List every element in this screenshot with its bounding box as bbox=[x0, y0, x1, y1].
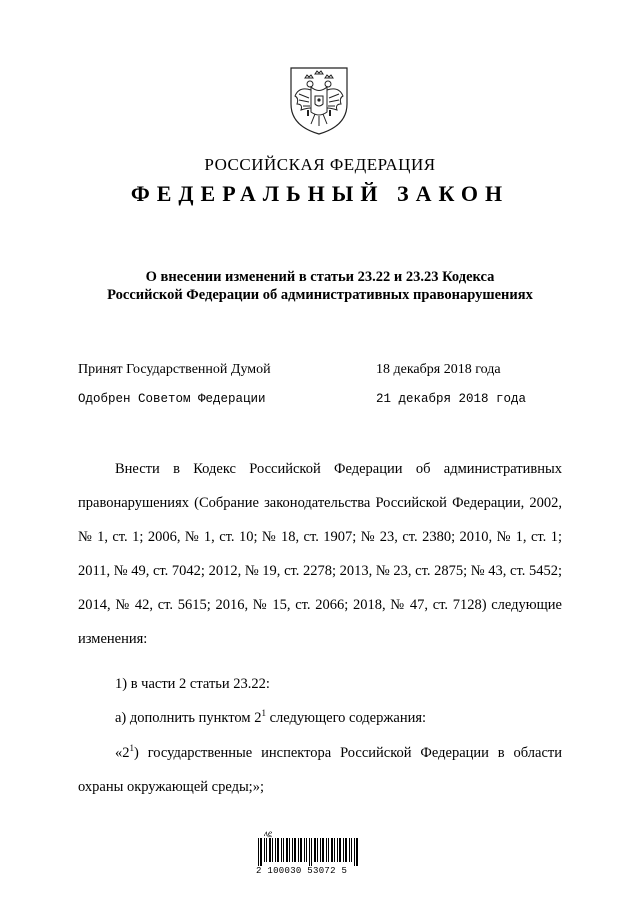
subject-line-1: О внесении изменений в статьи 23.22 и 23.23 Кодекса bbox=[145, 269, 495, 285]
amendment-item-a bbox=[115, 710, 562, 727]
council-approval-label: Одобрен Советом Федерации bbox=[78, 392, 266, 406]
coat-of-arms-emblem-icon bbox=[287, 64, 351, 136]
quoted-clause bbox=[78, 736, 562, 804]
item-a-prefix: а) дополнить пунктом 2 bbox=[115, 710, 262, 726]
quote-text: ) государственные инспектора Российской Федерации в области охраны окружающей среды;»; bbox=[78, 745, 562, 795]
intro-paragraph: Внести в Кодекс Российской Федерации об административных правонарушениях (Собрание законодательства Российской Федерации, 2002, № 1, ст. 1; 2006, № 1, ст. 10; № 18, ст. 1907; № 23, ст. 2380; 2010, № 1, ст. 1; 2011, № 49, ст. 7042; 2012, № 19, ст. 2278; 2013, № 23, ст. 2875; № 43, ст. 5452; 2014, № 42, ст. 5615; 2016, № 15, ст. 2066; 2018, № 47, ст. 7128) следующие изменения: bbox=[78, 461, 562, 647]
document-type-title: ФЕДЕРАЛЬНЫЙ ЗАКОН bbox=[130, 181, 510, 206]
barcode-signature-mark: ʌe̲ bbox=[264, 828, 272, 838]
barcode-bars-icon bbox=[256, 838, 366, 866]
duma-adoption-date: 18 декабря 2018 года bbox=[376, 362, 501, 377]
duma-adoption-label: Принят Государственной Думой bbox=[78, 362, 271, 377]
law-subject bbox=[0, 268, 640, 304]
amendment-item-1: 1) в части 2 статьи 23.22: bbox=[115, 676, 270, 692]
document-barcode bbox=[256, 828, 366, 880]
quote-prefix: «2 bbox=[115, 745, 130, 761]
council-approval-date: 21 декабря 2018 года bbox=[376, 392, 527, 406]
barcode-number: 2 100030 53072 5 bbox=[256, 866, 348, 876]
item-a-superscript: 1 bbox=[261, 708, 266, 718]
item-a-suffix: следующего содержания: bbox=[265, 710, 427, 726]
quote-superscript: 1 bbox=[129, 743, 134, 753]
subject-line-2: Российской Федерации об административных правонарушениях bbox=[107, 287, 533, 303]
country-name: РОССИЙСКАЯ ФЕДЕРАЦИЯ bbox=[204, 155, 436, 174]
